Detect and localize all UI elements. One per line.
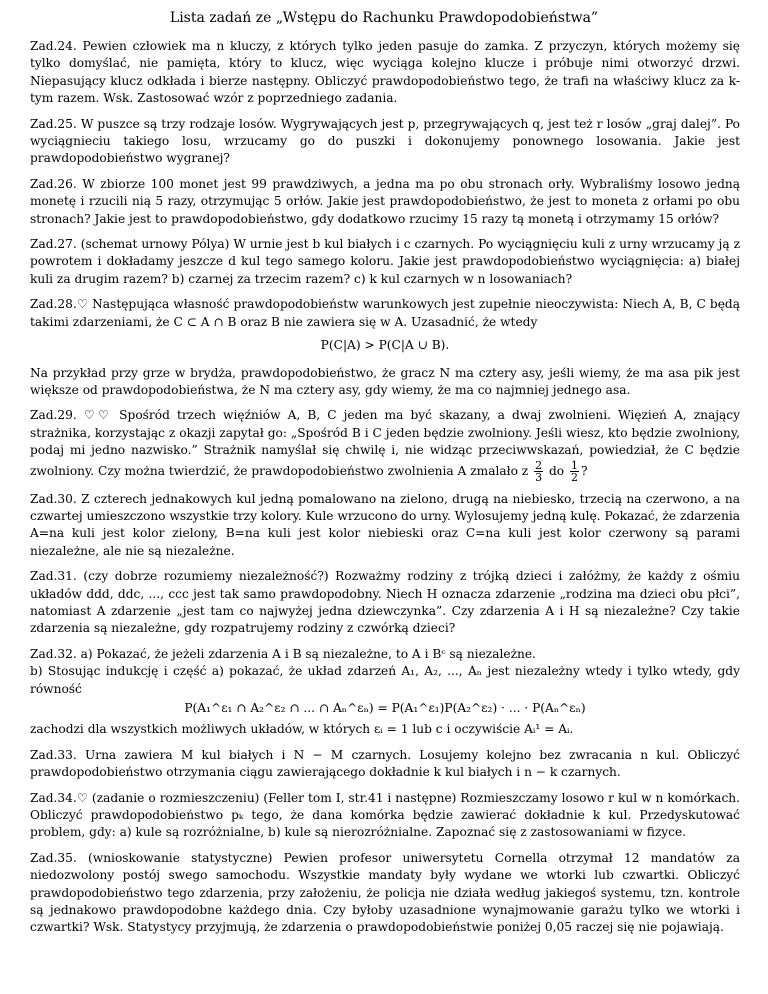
fraction-two-thirds	[534, 460, 543, 483]
problem-33: Zad.33. Urna zawiera M kul białych i N − M czarnych. Losujemy kolejno bez zwracania n kul. Obliczyć prawdopodobieństwo otrzymania ciągu zawierającego dokładnie k kul białych i n − k czarnych.	[30, 747, 740, 780]
problem-32-a: Zad.32. a) Pokazać, że jeżeli zdarzenia A i B są niezależne, to A i Bᶜ są niezależne.	[30, 646, 536, 661]
problem-28-continuation: Na przykład przy grze w brydża, prawdopodobieństwo, że gracz N ma cztery asy, jeśli wiemy, że ma asa pik jest większe od prawdopodobieństwa, że N ma cztery asy, gdy wiemy, że ma co najmniej jednego asa.	[30, 365, 740, 397]
problem-24: Zad.24. Pewien człowiek ma n kluczy, z których tylko jeden pasuje do zamka. Z przyczyn, których możemy się tylko domyślać, nie pamięta, który to klucz, więc wyciąga kolejno klucze i próbuje nimi otworzyć drzwi. Niepasujący klucz odkłada i bierze następny. Obliczyć prawdopodobieństwo tego, że trafi na właściwy klucz za k-tym razem. Wsk. Zastosować wzór z poprzedniego zadania.	[30, 39, 740, 106]
fraction-denominator: 3	[535, 470, 543, 484]
problem-35: Zad.35. (wnioskowanie statystyczne) Pewien profesor uniwersytetu Cornella otrzymał 12 mandatów za niedozwolony postój swego samochodu. Wszystkie mandaty były wydane we wtorki lub czwartki. Obliczyć prawdopodobieństwo tego zdarzenia, przy założeniu, że policja nie działa według jakiegoś systemu, tzn. kontrole są jednakowo prawdopodobne każdego dnia. Czy byłoby uzasadnione wynajmowanie garażu tylko we wtorki i czwartki? Wsk. Statystycy przyjmują, że zdarzenia o prawdopodobieństwie poniżej 0,05 raczej się nie pojawiają.	[30, 850, 740, 935]
problem-28-formula: P(C|A) > P(C|A ∪ B).	[320, 338, 450, 353]
fraction-numerator: 2	[535, 458, 543, 472]
problem-32-b: b) Stosując indukcję i część a) pokazać, że układ zdarzeń A₁, A₂, ..., Aₙ jest niezależny wtedy i tylko wtedy, gdy równość	[30, 664, 740, 696]
problem-32-formula: P(A₁^ε₁ ∩ A₂^ε₂ ∩ ... ∩ Aₙ^εₙ) = P(A₁^ε₁)P(A₂^ε₂) · ... · P(Aₙ^εₙ)	[184, 701, 586, 715]
problem-29-text: Zad.29. ♡♡ Spośród trzech więźniów A, B, C jeden ma być skazany, a dwaj zwolnieni. Więzień A, znający strażnika, korzystając z okazji zapytał go: „Spośród B i C jeden będzie zwolniony. Jeśli wiesz, kto będzie zwolniony, podaj mi jedno nazwisko.” Strażnik namyślał się chwilę i, nie widząc przeciwwskazań, powiedział, że C będzie zwolniony. Czy można twierdzić, że prawdopodobieństwo zwolnienia A zmalało z	[30, 408, 740, 478]
problem-31: Zad.31. (czy dobrze rozumiemy niezależność?) Rozważmy rodziny z trójką dzieci i załóżmy, że każdy z ośmiu układów ddd, ddc, ..., ccc jest tak samo prawdopodobny. Niech H oznacza zdarzenie „rodzina ma dzieci obu płci”, natomiast A zdarzenie „jest tam co najwyżej jedna dziewczynka”. Czy zdarzenia A i H są niezależne? Czy takie zdarzenia są niezależne, gdy rozpatrujemy rodziny z czwórką dzieci?	[30, 569, 740, 636]
problem-list	[30, 38, 740, 945]
problem-34: Zad.34.♡ (zadanie o rozmieszczeniu) (Feller tom I, str.41 i następne) Rozmieszczamy losowo r kul w n komórkach. Obliczyć prawdopodobieństwo pₖ tego, że dana komórka będzie zawierać dokładnie k kul. Przedyskutować problem, gdy: a) kule są rozróżnialne, b) kule są nierozróżnialne. Zapoznać się z zastosowaniami w fizyce.	[30, 790, 740, 840]
problem-29-connector: do	[548, 463, 565, 478]
fraction-one-half	[570, 460, 579, 483]
fraction-denominator: 2	[570, 470, 578, 484]
problem-27: Zad.27. (schemat urnowy Pólya) W urnie jest b kul białych i c czarnych. Po wyciągnięciu kuli z urny wrzucamy ją z powrotem i dokładamy jeszcze d kul tego samego koloru. Jakie jest prawdopodobieństwo wyciągnięcia: a) białej kuli za drugim razem? b) czarnej za trzecim razem? c) k kul czarnych w n losowaniach?	[30, 237, 740, 286]
problem-26: Zad.26. W zbiorze 100 monet jest 99 prawdziwych, a jedna ma po obu stronach orły. Wybraliśmy losowo jedną monetę i rzucili nią 5 razy, otrzymując 5 orłów. Jakie jest prawdopodobieństwo, że jest to moneta z orłami po obu stronach? Jakie jest to prawdopodobieństwo, gdy dodatkowo rzucimy 15 razy tą monetą i otrzymamy 15 orłów?	[30, 176, 740, 226]
problem-29	[30, 407, 740, 482]
page-title: Lista zadań ze „Wstępu do Rachunku Prawdopodobieństwa”	[169, 10, 599, 26]
problem-28: Zad.28.♡ Następująca własność prawdopodobieństw warunkowych jest zupełnie nieoczywista: Niech A, B, C będą takimi zdarzeniami, że C ⊂ A ∩ B oraz B nie zawiera się w A. Uzasadnić, że wtedy	[30, 297, 740, 329]
problem-30: Zad.30. Z czterech jednakowych kul jedną pomalowano na zielono, drugą na niebiesko, trzecią na czerwono, a na czwartej umieszczono wszystkie trzy kolory. Kule wrzucono do urny. Wylosujemy jedną kulę. Pokazać, że zdarzenia A=na kuli jest kolor zielony, B=na kuli jest kolor niebieski oraz C=na kuli jest kolor czerwony są parami niezależne, ale nie są niezależne.	[30, 491, 740, 558]
problem-25: Zad.25. W puszce są trzy rodzaje losów. Wygrywających jest p, przegrywających q, jest też r losów „graj dalej”. Po wyciągnieciu takiego losu, wrzucamy go do puszki i dokonujemy ponownego losowania. Jakie jest prawdopodobieństwo wygranej?	[30, 116, 740, 166]
problem-29-end: ?	[580, 463, 588, 478]
fraction-numerator: 1	[570, 458, 578, 472]
problem-32-c: zachodzi dla wszystkich możliwych układów, w których εᵢ = 1 lub c i oczywiście Aᵢ¹ = Aᵢ.	[30, 722, 574, 737]
